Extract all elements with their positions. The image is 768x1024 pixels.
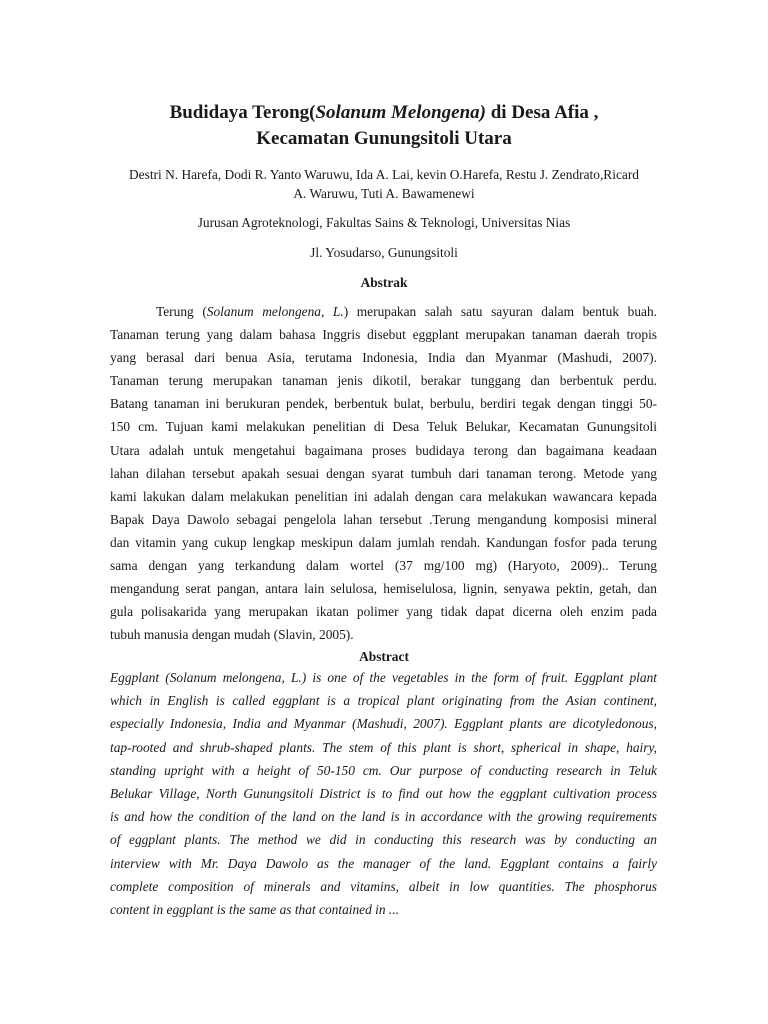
abstract-line: content in eggplant is the same as that contained in ... [110,901,399,917]
abstrak-line-end: ) merupakan salah satu sayuran dalam bentuk buah. [343,304,657,319]
title-line-1 [100,100,668,126]
abstract-line: tap-rooted and shrub-shaped plants. The stem of this plant is short, spherical in shape, hairy, [110,739,657,755]
author-list [104,166,664,203]
title-species-name: Solanum Melongena) [315,102,486,123]
abstrak-line: tubuh manusia dengan mudah (Slavin, 2005). [110,627,354,643]
abstract-line: which in English is called eggplant is a tropical plant originating from the Asian continent, [110,693,657,709]
title-text-start: Budidaya Terong( [169,102,316,123]
abstrak-line: Utara adalah untuk mengetahui bagaimana proses budidaya terong dan bagaimana keadaan [110,442,657,458]
abstrak-line-start: Terung ( [156,304,207,319]
abstrak-body [110,300,657,646]
abstrak-line: sama dengan yang terkandung dalam wortel (37 mg/100 mg) (Haryoto, 2009).. Terung [110,558,657,574]
abstract-line: is and how the condition of the land on the land is in accordance with the growing requirements [110,809,657,825]
affiliation: Jurusan Agroteknologi, Fakultas Sains & Teknologi, Universitas Nias [197,215,571,230]
abstrak-species-name: Solanum melongena, L. [206,304,344,319]
abstract-line: Eggplant (Solanum melongena, L.) is one of the vegetables in the form of fruit. Eggplant plant [110,670,657,685]
abstract-line: Belukar Village, North Gunungsitoli District is to find out how the eggplant cultivation process [110,785,657,801]
abstract-line: complete composition of minerals and vitamins, albeit in low quantities. The phosphorus [110,878,657,894]
abstrak-line: Batang tanaman ini berukuran pendek, berbentuk bulat, berbulu, berdiri tegak dengan tinggi 50- [110,396,657,412]
abstrak-line: mengandung serat pangan, antara lain selulosa, hemiselulosa, lignin, senyawa pektin, getah, dan [110,581,657,597]
abstract-line: interview with Mr. Daya Dawolo as the manager of the land. Eggplant contains a fairly [110,855,657,871]
abstract-heading: Abstract [359,649,409,664]
title-line-2: Kecamatan Gunungsitoli Utara [256,128,512,149]
address: Jl. Yosudarso, Gunungsitoli [310,245,458,260]
abstrak-heading: Abstrak [360,275,408,290]
abstrak-line: kami lakukan dalam melakukan penelitian ini adalah dengan cara melakukan wawancara kepada [110,488,657,504]
paper-title [100,100,668,152]
abstrak-line: Tanaman terung yang dalam bahasa Inggris disebut eggplant merupakan tanaman daerah tropis [110,327,657,343]
abstrak-line: Bapak Daya Dawolo sebagai pengelola lahan tersebut .Terung mengandung komposisi mineral [110,511,657,527]
abstrak-line: Tanaman terung merupakan tanaman jenis dikotil, berakar tunggang dan berbentuk perdu. [110,373,657,389]
abstract-line: especially Indonesia, India and Myanmar (Mashudi, 2007). Eggplant plants are dicotyledonous, [110,716,657,732]
abstrak-line: lahan dilahan tersebut apakah sesuai dengan syarat tumbuh dari tanaman terong. Metode yang [110,465,657,481]
abstract-line: of eggplant plants. The method we did in conducting this research was by conducting an [110,832,657,848]
abstrak-line [110,300,657,323]
abstrak-line: 150 cm. Tujuan kami melakukan penelitian di Desa Teluk Belukar, Kecamatan Gunungsitoli [110,419,657,435]
author-line-1: Destri N. Harefa, Dodi R. Yanto Waruwu, Ida A. Lai, kevin O.Harefa, Restu J. Zendrato,Ricard [129,167,639,182]
abstrak-line: dan vitamin yang cukup lengkap meskipun dalam jumlah rendah. Kandungan fosfor pada terung [110,534,657,550]
author-line-2: A. Waruwu, Tuti A. Bawamenewi [293,185,475,201]
abstrak-line: gula polisakarida yang merupakan ikatan polimer yang tidak dapat dicerna oleh enzim pada [110,604,657,620]
abstrak-line: yang berasal dari benua Asia, terutama Indonesia, India dan Myanmar (Mashudi, 2007). [110,350,657,366]
title-text-end: di Desa Afia , [485,102,599,123]
abstract-body [110,666,657,921]
abstract-line: standing upright with a height of 50-150 cm. Our purpose of conducting research in Teluk [110,762,657,778]
